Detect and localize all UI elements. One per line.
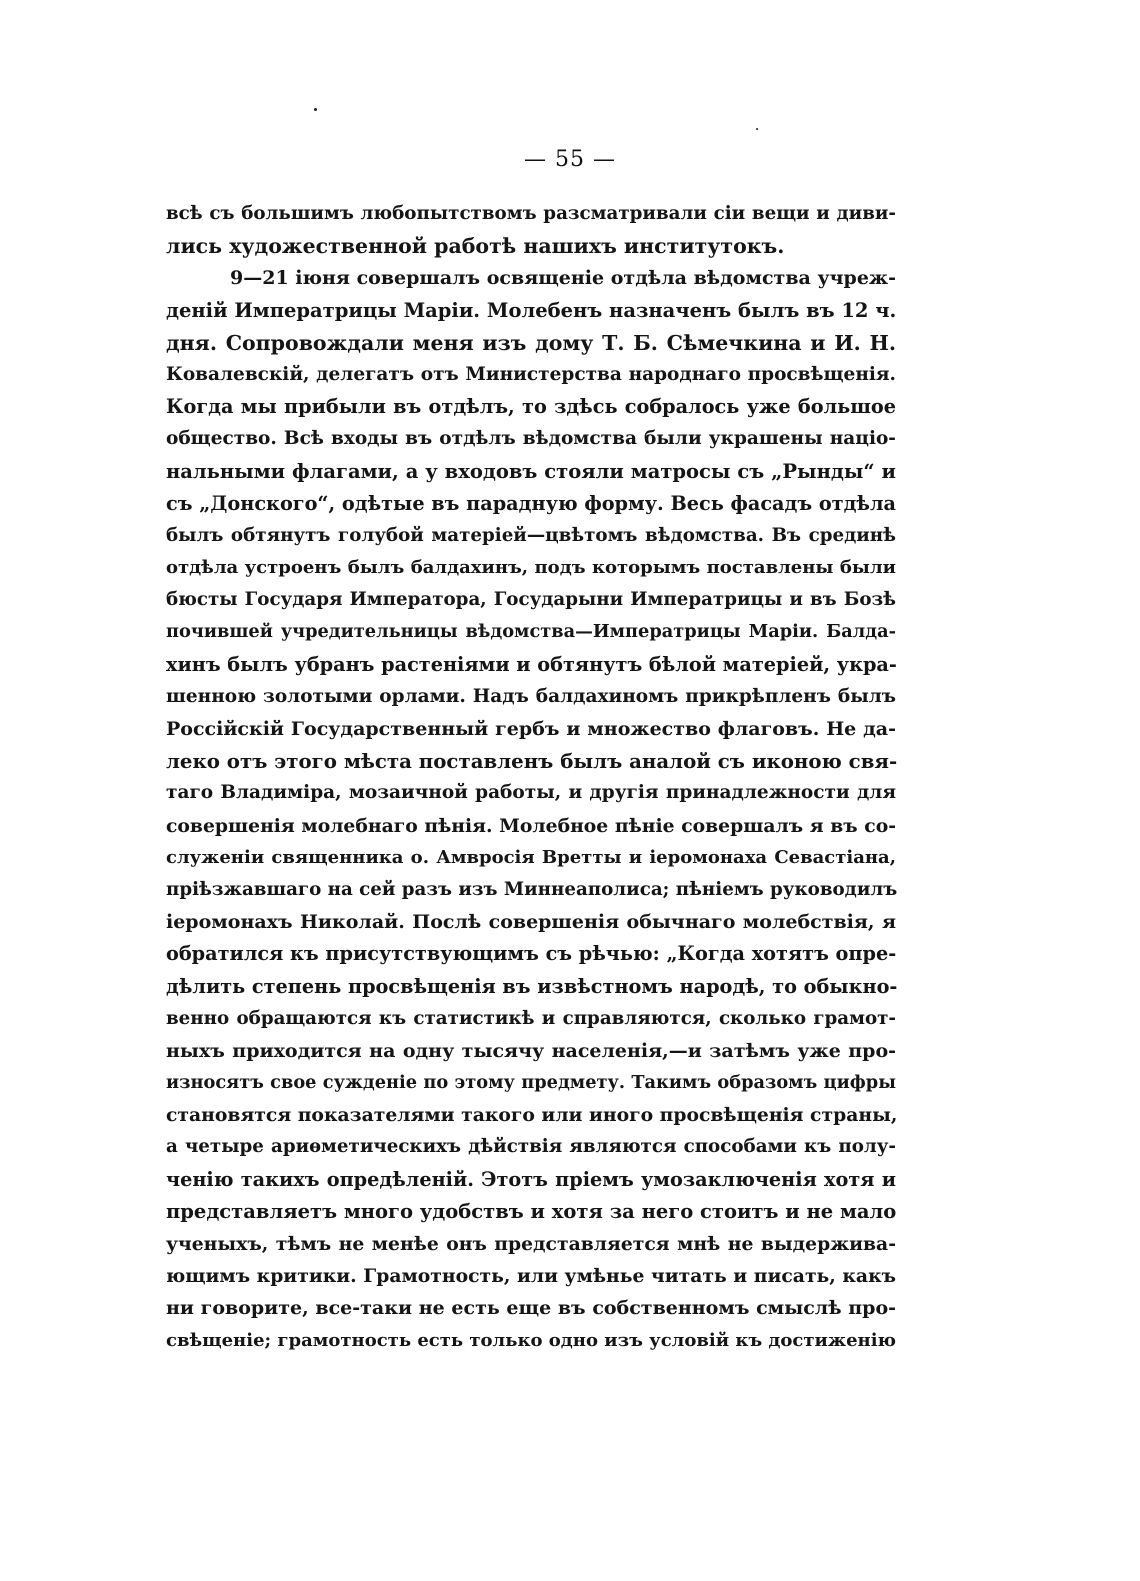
text-line: Россійскій Государственный гербъ и множество флаговъ. Не да-: [166, 718, 896, 740]
text-line: пріѣзжавшаго на сей разъ изъ Миннеаполиса; пѣніемъ руководилъ: [166, 878, 898, 900]
text-line: леко отъ этого мѣста поставленъ былъ аналой съ иконою свя-: [166, 749, 898, 774]
text-line: ющимъ критики. Грамотность, или умѣнье читать и писать, какъ: [166, 1265, 896, 1288]
scan-speck: [314, 108, 317, 111]
text-line: съ „Донского“, одѣтые въ парадную форму. Весь фасадъ отдѣла: [166, 491, 896, 515]
text-line: отдѣла устроенъ былъ балдахинъ, подъ которымъ поставлены были: [166, 557, 896, 579]
body-text: [166, 198, 896, 1357]
text-line: износятъ свое сужденіе по этому предмету. Такимъ образомъ цифры: [166, 1072, 896, 1094]
text-line: іеромонахъ Николай. Послѣ совершенія обычнаго молебствія, я: [166, 911, 896, 934]
text-line: всѣ съ большимъ любопытствомъ разсматривали сіи вещи и диви-: [166, 203, 896, 224]
text-line: становятся показателями такого или иного просвѣщенія страны,: [166, 1104, 898, 1127]
text-line: свѣщеніе; грамотность есть только одно изъ условій къ достиженію: [166, 1329, 896, 1351]
text-line: представляетъ много удобствъ и хотя за него стоитъ и не мало: [166, 1199, 897, 1223]
text-line: деній Императрицы Маріи. Молебенъ назначенъ былъ въ 12 ч.: [166, 298, 897, 322]
text-line: 9—21 іюня совершалъ освященіе отдѣла вѣдомства учреж-: [230, 267, 896, 290]
text-line: бюсты Государя Императора, Государыни Императрицы и въ Бозѣ: [166, 589, 896, 611]
text-line: почившей учредительницы вѣдомства—Императрицы Маріи. Балда-: [166, 621, 896, 643]
text-line: нальными флагами, а у входовъ стояли матросы съ „Рынды“ и: [166, 459, 896, 483]
scan-speck: [756, 128, 758, 130]
text-line: дня. Сопровождали меня изъ дому Т. Б. Сѣмечкина и И. Н.: [166, 330, 896, 355]
text-line: лись художественной работѣ нашихъ институтокъ.: [166, 234, 785, 259]
page-number: — 55 —: [524, 147, 616, 172]
text-line: служеніи священника о. Амвросія Вретты и іеромонаха Севастіана,: [166, 846, 896, 868]
text-line: венно обращаются къ статистикѣ и справляются, сколько грамот-: [166, 1007, 896, 1029]
text-line: обратился къ присутствующимъ съ рѣчью: „Когда хотятъ опре-: [166, 942, 897, 966]
text-line: былъ обтянутъ голубой матеріей—цвѣтомъ вѣдомства. Въ срединѣ: [166, 524, 896, 546]
text-line: хинъ былъ убранъ растеніями и обтянутъ бѣлой матеріей, укра-: [166, 652, 897, 676]
text-line: общество. Всѣ входы въ отдѣлъ вѣдомства были украшены націо-: [166, 428, 896, 450]
text-line: ученыхъ, тѣмъ не менѣе онъ представляется мнѣ не выдержива-: [166, 1233, 896, 1255]
text-line: шенною золотыми орлами. Надъ балдахиномъ прикрѣпленъ былъ: [166, 685, 896, 707]
text-line: Ковалевскій, делегатъ отъ Министерства народнаго просвѣщенія.: [166, 363, 896, 385]
text-line: Когда мы прибыли въ отдѣлъ, то здѣсь собралось уже большое: [166, 395, 896, 419]
text-line: а четыре ариѳметическихъ дѣйствія являются способами къ полу-: [166, 1136, 896, 1158]
text-line: ныхъ приходится на одну тысячу населенія,—и затѣмъ уже про-: [166, 1039, 896, 1062]
text-line: ченію такихъ опредѣленій. Этотъ пріемъ умозаключенія хотя и: [166, 1167, 896, 1191]
text-line: таго Владиміра, мозаичной работы, и другія принадлежности для: [166, 782, 896, 804]
text-line: совершенія молебнаго пѣнія. Молебное пѣніе совершалъ я въ со-: [166, 814, 896, 837]
text-line: дѣлить степень просвѣщенія въ извѣстномъ народѣ, то обыкно-: [166, 974, 898, 998]
text-line: ни говорите, все-таки не есть еще въ собственномъ смыслѣ про-: [166, 1297, 896, 1320]
